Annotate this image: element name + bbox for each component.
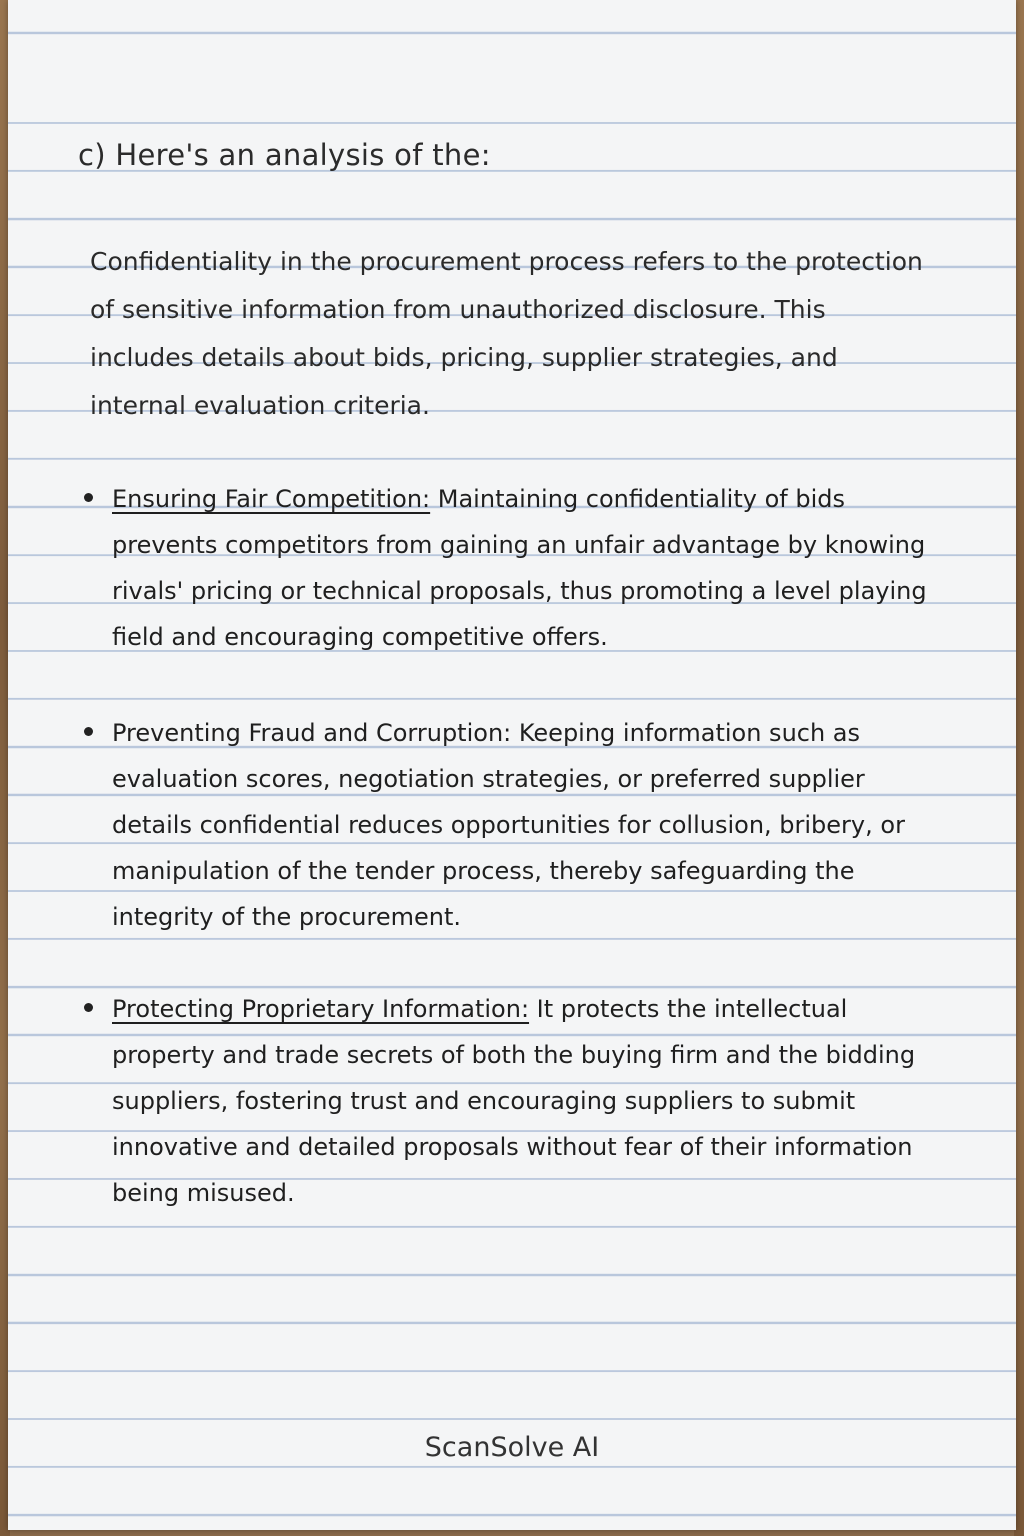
section-heading: c) Here's an analysis of the: xyxy=(78,138,491,172)
bullet-body: Keeping information such as evaluation scores, negotiation strategies, or preferred supplier details confidential reduces opportunities for collusion, bribery, or manipulation of the tender process, thereby safeguarding the integrity of the procurement. xyxy=(112,719,905,931)
bullet-title: Ensuring Fair Competition: xyxy=(112,485,431,513)
bullet-item-proprietary-information xyxy=(84,986,934,1216)
bullet-dot-icon xyxy=(84,493,93,502)
bullet-text xyxy=(112,710,934,940)
bullet-item-fair-competition xyxy=(84,476,934,660)
footer-watermark: ScanSolve AI xyxy=(424,1432,600,1463)
bullet-dot-icon xyxy=(84,1003,93,1012)
bullet-title: Protecting Proprietary Information: xyxy=(112,995,530,1023)
bullet-body: It protects the intellectual property and trade secrets of both the buying firm and the bidding suppliers, fostering trust and encouraging suppliers to submit innovative and detailed proposals without fear of their information being misused. xyxy=(112,995,916,1207)
bullet-item-preventing-fraud xyxy=(84,710,934,940)
note-content xyxy=(8,0,1016,1530)
bullet-body: Maintaining confidentiality of bids prevents competitors from gaining an unfair advantage by knowing rivals' pricing or technical proposals, thus promoting a level playing field and encouraging competitive offers. xyxy=(112,485,927,651)
bullet-text xyxy=(112,476,934,660)
bullet-dot-icon xyxy=(84,727,93,736)
lined-paper-sheet xyxy=(8,0,1016,1530)
bullet-text xyxy=(112,986,934,1216)
bullet-title-plain: Preventing Fraud and Corruption: xyxy=(112,719,512,747)
intro-paragraph: Confidentiality in the procurement process refers to the protection of sensitive information from unauthorized disclosure. This includes details about bids, pricing, supplier strategies, and internal evaluation criteria. xyxy=(90,247,923,420)
